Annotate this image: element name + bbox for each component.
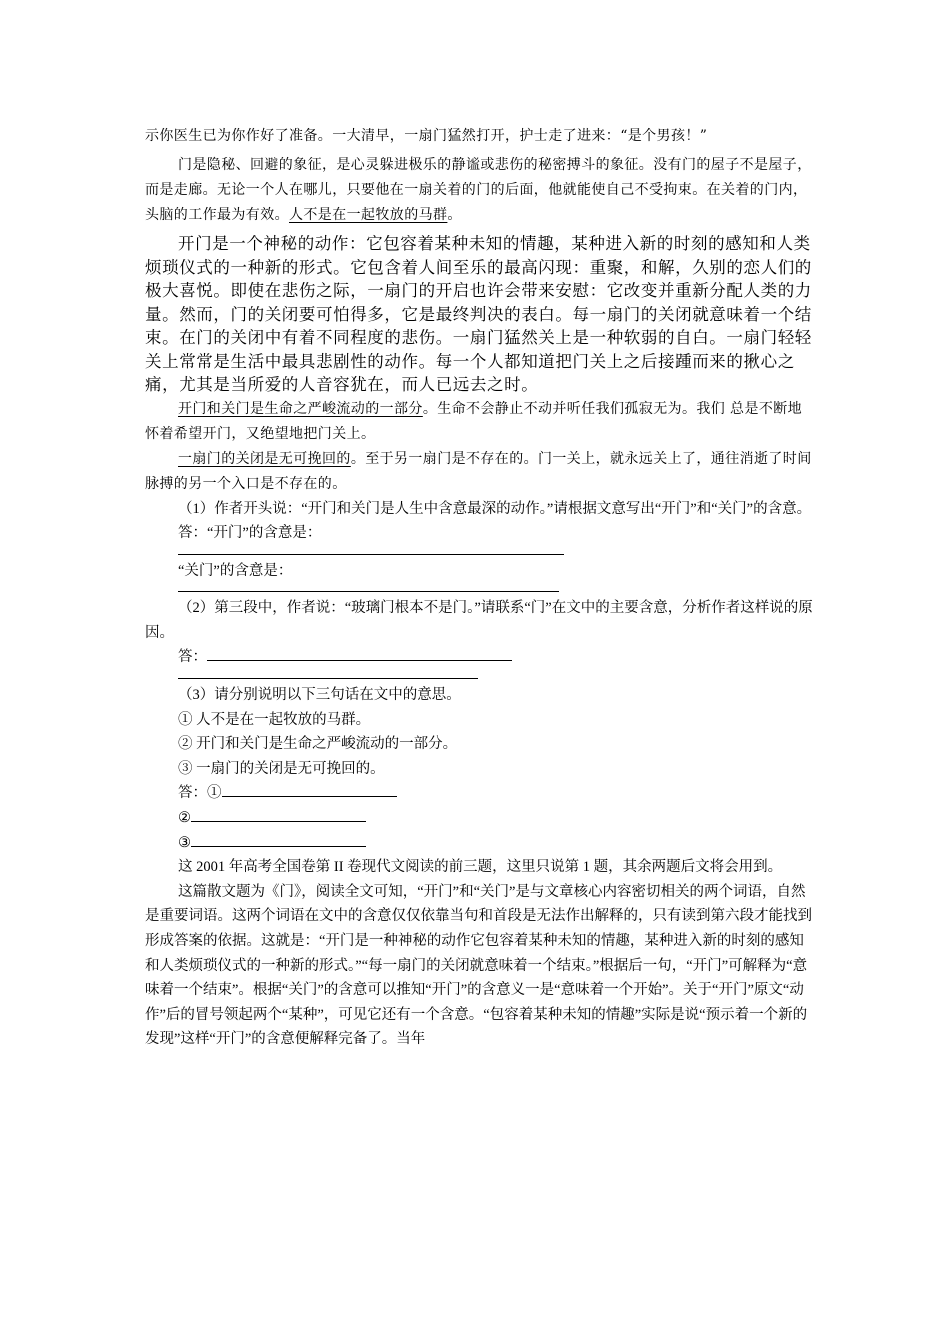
answer-line-close[interactable] xyxy=(178,583,559,592)
paragraph-5 xyxy=(145,447,815,497)
answer-line-open[interactable] xyxy=(178,546,564,555)
paragraph-2-underlined: 人不是在一起牧放的马群 xyxy=(289,207,448,223)
question-3-sentence-1: ① 人不是在一起牧放的马群。 xyxy=(178,711,371,728)
paragraph-2-text: 门是隐秘、回避的象征，是心灵躲进极乐的静谧或悲伤的秘密搏斗的象征。没有门的屋子不是屋子，而是走廊。无论一个人在哪儿，只要他在一扇关着的门的后面，他就能使自己不受拘束。在关着的门内，头脑的工作最为有效。 xyxy=(145,157,812,223)
question-3-answer-label-2: ② xyxy=(178,810,191,827)
paragraph-3: 开门是一个神秘的动作：它包容着某种未知的情趣，某种进入新的时刻的感知和人类烦琐仪式的一种新的形式。它包含着人间至乐的最高闪现：重聚，和解，久别的恋人们的极大喜悦。即使在悲伤之际，一扇门的开启也许会带来安慰：它改变并重新分配人类的力量。然而，门的关闭要可怕得多，它是最终判决的表白。每一扇门的关闭就意味着一个结束。在门的关闭中有着不同程度的悲伤。一扇门猛然关上是一种软弱的自白。一扇门轻轻关上常常是生活中最具悲剧性的动作。每一个人都知道把门关上之后接踵而来的揪心之痛，尤其是当所爱的人音容犹在，而人已远去之时。 xyxy=(145,234,812,394)
question-2: （2）第三段中，作者说：“玻璃门根本不是门。”请联系“门”在文中的主要含意，分析作者这样说的原因。 xyxy=(145,600,813,641)
paragraph-4 xyxy=(145,397,815,447)
paragraph-5-underlined: 一扇门的关闭是无可挽回的 xyxy=(178,450,351,467)
question-3-sentence-2: ② 开门和关门是生命之严峻流动的一部分。 xyxy=(178,736,458,753)
question-3-answer-row-2 xyxy=(145,806,815,831)
document-page xyxy=(145,124,815,1052)
answer-line-q3-2[interactable] xyxy=(191,807,366,822)
answer-line-q3-3[interactable] xyxy=(191,832,366,847)
paragraph-1: 示你医生已为你作好了准备。一大清早，一扇门猛然打开，护士走了进来：“是个男孩！” xyxy=(145,128,708,144)
question-3-sentence-3: ③ 一扇门的关闭是无可挽回的。 xyxy=(178,760,385,777)
question-1-answer-open-label: 答：“开门”的含意是： xyxy=(178,525,322,542)
paragraph-5-text: 。至于另一扇门是不存在的。门一关上，就永远关上了，通往消逝了时间脉搏的另一个入口是不存在的。 xyxy=(145,450,812,492)
question-2-answer-row xyxy=(145,645,815,670)
answer-line-q3-1[interactable] xyxy=(222,782,397,797)
paragraph-4-text: 。生命不会静止不动并听任我们孤寂无为。我们 总是不断地怀着希望开门，又绝望地把门关上。 xyxy=(145,400,803,442)
question-3-answer-row-3 xyxy=(145,831,815,856)
paragraph-2-end: 。 xyxy=(447,207,462,223)
question-1-answer-close-label: “关门”的含意是： xyxy=(178,562,293,579)
paragraph-4-underlined: 开门和关门是生命之严峻流动的一部分 xyxy=(178,400,423,417)
question-3-answer-label-1: 答：① xyxy=(178,785,222,802)
question-3-answer-row-1 xyxy=(145,781,815,806)
question-3-answer-label-3: ③ xyxy=(178,834,191,851)
question-3: （3）请分别说明以下三句话在文中的意思。 xyxy=(178,687,461,704)
answer-line-q2-b[interactable] xyxy=(178,670,478,679)
answer-line-q2-a[interactable] xyxy=(207,646,512,661)
paragraph-2 xyxy=(145,153,815,228)
analysis-paragraph-1: 这 2001 年高考全国卷第 II 卷现代文阅读的前三题，这里只说第 1 题，其余两题后文将会用到。 xyxy=(178,859,783,876)
analysis-paragraph-2: 这篇散文题为《门》，阅读全文可知，“开门”和“关门”是与文章核心内容密切相关的两个词语，自然是重要词语。这两个词语在文中的含意仅仅依靠当句和首段是无法作出解释的，只有读到第六段才能找到形成答案的依据。这就是：“开门是一种神秘的动作它包容着某种未知的情趣，某种进入新的时刻的感知和人类烦琐仪式的一种新的形式。”“每一扇门的关闭就意味着一个结束。”根据后一句，“开门”可解释为“意味着一个结束”。根据“关门”的含意可以推知“开门”的含意义一是“意味着一个开始”。关于“开门”原文“动作”后的冒号领起两个“某种”，可见它还有一个含意。“包容着某种未知的情趣”实际是说“预示着一个新的发现”这样“开门”的含意便解释完备了。当年 xyxy=(145,883,812,1048)
question-2-answer-label: 答： xyxy=(178,649,207,666)
question-1: （1）作者开头说：“开门和关门是人生中含意最深的动作。”请根据文意写出“开门”和“关门”的含意。 xyxy=(178,500,812,517)
